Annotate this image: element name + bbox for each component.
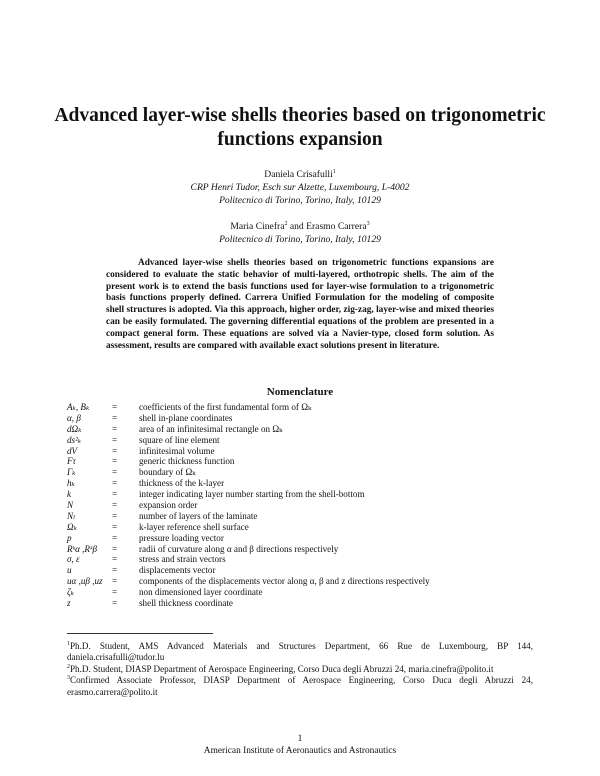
nomenclature-row: [67, 435, 567, 446]
nomenclature-symbol: hₖ: [67, 478, 75, 489]
nomenclature-description: stress and strain vectors: [139, 554, 226, 565]
nomenclature-row: [67, 587, 567, 598]
footnote: [67, 641, 533, 664]
nomenclature-description: pressure loading vector: [139, 532, 224, 543]
nomenclature-row: [67, 478, 567, 489]
author-name: Maria Cinefra: [230, 220, 285, 232]
nomenclature-row: [67, 446, 567, 457]
nomenclature-heading: Nomenclature: [266, 386, 334, 398]
author-name: Daniela Crisafulli: [264, 169, 333, 180]
nomenclature-description: shell thickness coordinate: [139, 598, 233, 609]
equals-sign: =: [112, 543, 118, 554]
footnote: [67, 675, 533, 698]
nomenclature-description: components of the displacements vector along α, β and z directions respectively: [139, 576, 430, 587]
nomenclature-symbol: dΩₖ: [67, 423, 82, 434]
affiliation: Politecnico di Torino, Torino, Italy, 10129: [219, 195, 381, 207]
nomenclature-description: radii of curvature along α and β directions respectively: [139, 543, 339, 554]
equals-sign: =: [112, 521, 118, 532]
equals-sign: =: [112, 412, 118, 423]
nomenclature-row: [67, 467, 567, 478]
nomenclature-symbol: k: [67, 489, 72, 500]
equals-sign: =: [112, 467, 118, 478]
nomenclature-symbol: uα ,uβ ,uz: [67, 576, 103, 587]
nomenclature-row: [67, 522, 567, 533]
nomenclature-symbol: ζₖ: [67, 587, 74, 598]
footnote: [67, 664, 533, 675]
nomenclature-row: [67, 489, 567, 500]
nomenclature-description: displacements vector: [139, 565, 216, 576]
nomenclature-description: boundary of Ωₖ: [139, 467, 196, 478]
nomenclature-row: [67, 500, 567, 511]
nomenclature-symbol: Nₗ: [67, 510, 76, 521]
nomenclature-row: [67, 424, 567, 435]
nomenclature-description: shell in-plane coordinates: [139, 412, 233, 423]
equals-sign: =: [112, 587, 118, 598]
affiliation: Politecnico di Torino, Torino, Italy, 10129: [219, 233, 381, 245]
footnote-text: Ph.D. Student, DIASP Department of Aerospace Engineering, Corso Duca degli Abruzzi 24, maria.cinefra@polito.it: [70, 663, 494, 674]
equals-sign: =: [112, 434, 118, 445]
nomenclature-description: coefficients of the first fundamental form of Ωₖ: [139, 402, 312, 412]
nomenclature-row: [67, 598, 567, 609]
footnote-marker: 2: [67, 663, 70, 670]
footnote-marker: 3: [67, 675, 70, 682]
author-line-2: Maria Cinefra$^2$ and Erasmo Carrera$^3$: [230, 220, 370, 232]
nomenclature-symbol: ds²ₖ: [67, 434, 82, 445]
nomenclature-symbol: z: [67, 598, 71, 609]
author-name: Erasmo Carrera: [306, 220, 367, 232]
equals-sign: =: [112, 554, 118, 565]
nomenclature-description: generic thickness function: [139, 456, 235, 467]
nomenclature-symbol: Γₖ: [67, 467, 76, 478]
equals-sign: =: [112, 478, 118, 489]
nomenclature-description: area of an infinitesimal rectangle on Ωₖ: [139, 423, 283, 434]
footnote-marker: 2: [284, 220, 288, 227]
nomenclature-row: [67, 533, 567, 544]
nomenclature-symbol: α, β: [67, 412, 81, 423]
nomenclature-row: [67, 511, 567, 522]
equals-sign: =: [112, 402, 118, 412]
equals-sign: =: [112, 510, 118, 521]
nomenclature-symbol: dV: [67, 445, 78, 456]
author-block: [60, 168, 540, 246]
nomenclature-list: [67, 402, 567, 609]
footnote-text: Ph.D. Student, AMS Advanced Materials and Structures Department, 66 Rue de Luxembourg, BP 144, daniela.crisafulli@tudor.lu: [67, 641, 533, 663]
nomenclature-row: [67, 413, 567, 424]
nomenclature-row: [67, 456, 567, 467]
nomenclature-description: expansion order: [139, 500, 198, 511]
nomenclature-row: [67, 565, 567, 576]
nomenclature-symbol: N: [67, 500, 74, 511]
paper-title: Advanced layer-wise shells theories based on trigonometric functions expansion: [54, 105, 546, 150]
equals-sign: =: [112, 532, 118, 543]
footnote-marker: 1: [332, 168, 336, 175]
nomenclature-row: [67, 554, 567, 565]
nomenclature-symbol: Aₖ, Bₖ: [67, 402, 90, 412]
abstract: Advanced layer-wise shells theories based on trigonometric functions expansions are considered to evaluate the static behavior of multi-layered, orthotropic shells. The aim of the present work is to extend the basis functions used for layer-wise formulation to a trigonometric basis functions properly defined. Carrera Unified Formulation for the modeling of composite shell structures is adopted. Via this approach, higher order, zig-zag, layer-wise and mixed theories can be easily formulated. The governing differential equations of the problem are presented in a compact general form. These equations are solved via a Navier-type, closed form solution. As assessment, results are compared with available exact solutions present in literature.: [106, 258, 494, 351]
author-line-1: [60, 168, 540, 181]
equals-sign: =: [112, 565, 118, 576]
page-number: 1: [297, 734, 303, 744]
page-footer-organization: American Institute of Aeronautics and Astronautics: [203, 746, 397, 756]
footnote-divider: [67, 633, 213, 634]
nomenclature-description: k-layer reference shell surface: [139, 521, 249, 532]
nomenclature-symbol: p: [67, 532, 72, 543]
equals-sign: =: [112, 500, 118, 511]
nomenclature-description: square of line element: [139, 434, 220, 445]
nomenclature-row: [67, 402, 567, 413]
equals-sign: =: [112, 576, 118, 587]
footnote-marker: 1: [67, 640, 70, 647]
nomenclature-symbol: σ, ε: [67, 554, 80, 565]
equals-sign: =: [112, 445, 118, 456]
nomenclature-symbol: Fτ: [67, 456, 76, 467]
nomenclature-description: infinitesimal volume: [139, 445, 215, 456]
footnote-text: Confirmed Associate Professor, DIASP Department of Aerospace Engineering, Corso Duca degli Abruzzi 24, erasmo.carrera@polito.it: [67, 675, 533, 697]
nomenclature-description: number of layers of the laminate: [139, 510, 258, 521]
nomenclature-description: non dimensioned layer coordinate: [139, 587, 263, 598]
nomenclature-symbol: Ωₖ: [67, 521, 77, 532]
equals-sign: =: [112, 598, 118, 609]
nomenclature-description: integer indicating layer number starting from the shell-bottom: [139, 489, 365, 500]
equals-sign: =: [112, 456, 118, 467]
nomenclature-symbol: u: [67, 565, 72, 576]
nomenclature-symbol: Rᵏα ,Rᵏβ: [67, 543, 98, 554]
footnotes: [67, 641, 533, 698]
nomenclature-row: [67, 544, 567, 555]
nomenclature-row: [67, 576, 567, 587]
affiliation: CRP Henri Tudor, Esch sur Alzette, Luxembourg, L-4002: [190, 182, 410, 194]
footnote-marker: 3: [366, 220, 370, 227]
equals-sign: =: [112, 423, 118, 434]
equals-sign: =: [112, 489, 118, 500]
nomenclature-description: thickness of the k-layer: [139, 478, 225, 489]
